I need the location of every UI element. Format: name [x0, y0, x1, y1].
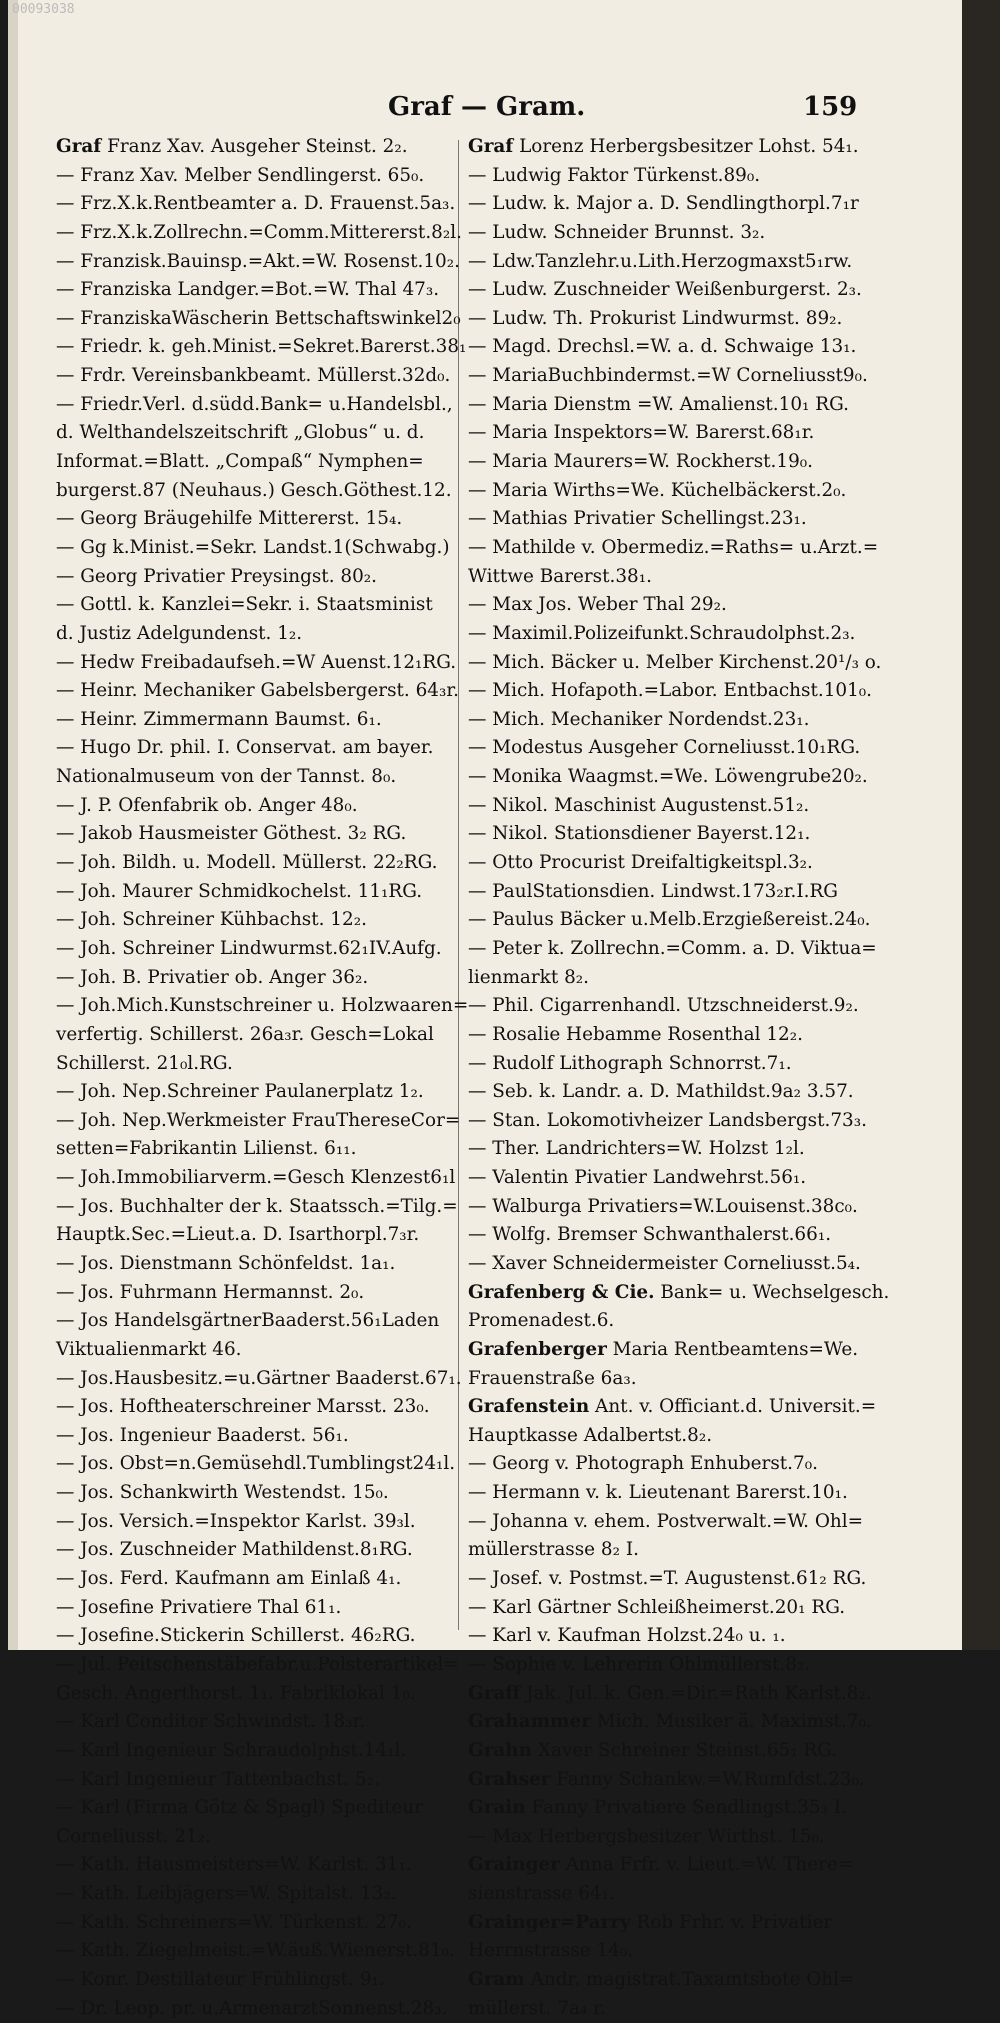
directory-entry	[468, 1450, 928, 1479]
page-edge	[8, 0, 18, 1650]
directory-entry	[468, 305, 928, 334]
directory-entry	[468, 964, 928, 993]
book-spine	[962, 0, 1000, 1650]
directory-entry	[468, 1622, 928, 1651]
directory-entry	[56, 992, 469, 1021]
directory-entry	[468, 1565, 928, 1594]
entry-text: — Kath. Hausmeisters=W. Karlst. 31₁.	[56, 1854, 412, 1876]
directory-entry	[56, 1651, 459, 1680]
entry-text: — Joh. Schreiner Lindwurmst.62₁IV.Aufg.	[56, 937, 442, 959]
entry-text: Wittwe Barerst.38₁.	[468, 565, 652, 587]
directory-entry	[468, 162, 928, 191]
directory-entry	[468, 1766, 928, 1795]
column-divider	[458, 140, 459, 1630]
directory-entry	[468, 1880, 928, 1909]
entry-text: Xaver Schreiner Steinst.65₁ RG.	[532, 1739, 838, 1761]
directory-entry	[468, 1680, 928, 1709]
entry-text: — Mathias Privatier Schellingst.23₁.	[468, 508, 807, 530]
directory-entry	[56, 1995, 451, 2023]
entry-text: — Jos. Ferd. Kaufmann am Einlaß 4₁.	[56, 1568, 402, 1590]
directory-entry	[468, 1708, 928, 1737]
entry-text: — Joh. Schreiner Kühbachst. 12₂.	[56, 909, 367, 931]
surname-heading: Grain	[468, 1797, 526, 1819]
directory-entry	[56, 878, 451, 907]
directory-entry	[468, 1851, 928, 1880]
entry-text: — Jos. Versich.=Inspektor Karlst. 39₃l.	[56, 1510, 416, 1532]
entry-text: — Otto Procurist Dreifaltigkeitspl.3₂.	[468, 852, 813, 874]
entry-text: — Rosalie Hebamme Rosenthal 12₂.	[468, 1023, 803, 1045]
entry-text: — Maria Inspektors=W. Barerst.68₁r.	[468, 422, 815, 444]
directory-entry	[56, 1050, 451, 1079]
directory-entry	[468, 649, 928, 678]
entry-text: — Magd. Drechsl.=W. a. d. Schwaige 13₁.	[468, 336, 857, 358]
entry-text: — Mathilde v. Obermediz.=Raths= u.Arzt.=	[468, 536, 879, 558]
directory-entry	[56, 276, 451, 305]
directory-entry	[468, 1393, 928, 1422]
directory-entry	[468, 1937, 928, 1966]
entry-text: — Frdr. Vereinsbankbeamt. Müllerst.32d₀.	[56, 365, 451, 387]
entry-text: — Seb. k. Landr. a. D. Mathildst.9a₂ 3.57.	[468, 1081, 854, 1103]
entry-text: — Josef. v. Postmst.=T. Augustenst.61₂ RG.	[468, 1568, 867, 1590]
directory-entry	[56, 763, 451, 792]
surname-heading: Grahser	[468, 1768, 551, 1790]
surname-heading: Grahn	[468, 1739, 533, 1761]
directory-entry	[56, 1365, 462, 1394]
directory-entry	[468, 1823, 928, 1852]
directory-entry	[56, 1221, 451, 1250]
entry-text: Anna Frfr. v. Lieut.=W. There=	[559, 1854, 854, 1876]
entry-text: — Wolfg. Bremser Schwanthalerst.66₁.	[468, 1224, 832, 1246]
entry-text: — Franziska Landger.=Bot.=W. Thal 47₃.	[56, 279, 440, 301]
directory-entry	[56, 477, 451, 506]
directory-entry	[56, 849, 451, 878]
entry-text: — Joh. Maurer Schmidkochelst. 11₁RG.	[56, 880, 423, 902]
entry-text: — Karl Gärtner Schleißheimerst.20₁ RG.	[468, 1596, 846, 1618]
entry-text: — Ludwig Faktor Türkenst.89₀.	[468, 164, 761, 186]
entry-text: — Hermann v. k. Lieutenant Barerst.10₁.	[468, 1482, 848, 1504]
directory-entry	[56, 162, 451, 191]
entry-text: — Karl v. Kaufman Holzst.24₀ u. ₁.	[468, 1625, 786, 1647]
entry-text: — Jos. Schankwirth Westendst. 15₀.	[56, 1482, 389, 1504]
entry-text: — Mich. Hofapoth.=Labor. Entbachst.101₀.	[468, 680, 873, 702]
entry-text: Informat.=Blatt. „Compaß“ Nymphen=	[56, 451, 424, 473]
entry-text: — Heinr. Zimmermann Baumst. 6₁.	[56, 708, 382, 730]
entry-text: Schillerst. 21₀l.RG.	[56, 1052, 233, 1074]
directory-entry	[56, 1680, 451, 1709]
directory-entry	[468, 391, 928, 420]
entry-text: — Ludw. Zuschneider Weißenburgerst. 2₃.	[468, 279, 862, 301]
directory-entry	[56, 734, 451, 763]
entry-text: Viktualienmarkt 46.	[56, 1338, 242, 1360]
entry-text: burgerst.87 (Neuhaus.) Gesch.Göthest.12.	[56, 479, 452, 501]
directory-entry	[468, 792, 928, 821]
directory-entry	[56, 534, 451, 563]
entry-text: verfertig. Schillerst. 26a₃r. Gesch=Lokal	[56, 1023, 434, 1045]
directory-entry	[468, 935, 928, 964]
entry-text: Nationalmuseum von der Tannst. 8₀.	[56, 766, 397, 788]
directory-entry	[56, 649, 457, 678]
directory-entry	[468, 1021, 928, 1050]
directory-entry	[56, 391, 451, 420]
directory-entry	[468, 1422, 928, 1451]
directory-entry	[468, 820, 928, 849]
entry-text: — Jos. Zuschneider Mathildenst.8₁RG.	[56, 1539, 413, 1561]
entry-text: — Joh. Nep.Schreiner Paulanerplatz 1₂.	[56, 1081, 424, 1103]
directory-entry	[468, 992, 928, 1021]
directory-entry	[56, 1851, 451, 1880]
entry-text: — Jos HandelsgärtnerBaaderst.56₁Laden	[56, 1310, 440, 1332]
entry-text: — Gottl. k. Kanzlei=Sekr. i. Staatsminist	[56, 594, 433, 616]
directory-entry	[468, 1307, 928, 1336]
directory-entry	[468, 563, 928, 592]
entry-text: Franz Xav. Ausgeher Steinst. 2₂.	[101, 136, 408, 157]
entry-text: — Ludw. Schneider Brunnst. 3₂.	[468, 221, 766, 243]
entry-text: — FranziskaWäscherin Bettschaftswinkel2₀	[56, 307, 461, 329]
entry-text: sienstrasse 64₁.	[468, 1883, 615, 1905]
entry-text: — Joh. Bildh. u. Modell. Müllerst. 22₂RG.	[56, 852, 438, 874]
directory-entry	[56, 1193, 458, 1222]
entry-text: — Nikol. Maschinist Augustenst.51₂.	[468, 794, 810, 816]
directory-entry	[56, 505, 451, 534]
entry-text: — Johanna v. ehem. Postverwalt.=W. Ohl=	[468, 1510, 864, 1532]
directory-entry	[56, 1594, 451, 1623]
entry-text: — Karl Conditor Schwindst. 18₃r.	[56, 1711, 366, 1733]
directory-entry	[468, 677, 928, 706]
entry-text: — Maximil.Polizeifunkt.Schraudolphst.2₃.	[468, 622, 856, 644]
directory-entry	[56, 190, 456, 219]
entry-text: Lorenz Herbergsbesitzer Lohst. 54₁.	[513, 136, 859, 157]
directory-entry	[468, 620, 928, 649]
directory-entry	[468, 1909, 928, 1938]
scan-stamp: 00093038	[12, 2, 75, 17]
directory-entry	[56, 1279, 451, 1308]
entry-text: — Nikol. Stationsdiener Bayerst.12₁.	[468, 823, 811, 845]
directory-entry	[56, 305, 461, 334]
entry-text: — Ludw. k. Major a. D. Sendlingthorpl.7₁r	[468, 193, 859, 215]
directory-entry	[468, 1107, 928, 1136]
entry-text: — Jakob Hausmeister Göthest. 3₂ RG.	[56, 823, 407, 845]
directory-entry	[468, 1594, 928, 1623]
directory-entry	[468, 706, 928, 735]
entry-text: — Ldw.Tanzlehr.u.Lith.Herzogmaxst5₁rw.	[468, 250, 853, 272]
entry-text: — Max Jos. Weber Thal 29₂.	[468, 594, 727, 616]
directory-entry	[468, 276, 928, 305]
directory-entry	[56, 820, 451, 849]
entry-text: — Peter k. Zollrechn.=Comm. a. D. Viktua=	[468, 937, 877, 959]
directory-entry	[468, 333, 928, 362]
entry-text: — MariaBuchbindermst.=W Corneliusst9₀.	[468, 365, 868, 387]
directory-entry	[468, 248, 928, 277]
entry-text: Jak. Jul. k. Gen.=Dir.=Rath Karlst.8₂.	[520, 1682, 872, 1704]
directory-entry	[468, 448, 928, 477]
directory-entry	[468, 1536, 928, 1565]
entry-text: — Maria Maurers=W. Rockherst.19₀.	[468, 451, 814, 473]
right-column	[468, 133, 928, 2023]
directory-entry	[468, 1966, 928, 1995]
directory-entry	[56, 1536, 451, 1565]
entry-text: — Hugo Dr. phil. I. Conservat. am bayer.	[56, 737, 434, 759]
directory-entry	[468, 419, 928, 448]
directory-entry	[56, 448, 451, 477]
entry-text: Hauptk.Sec.=Lieut.a. D. Isarthorpl.7₃r.	[56, 1224, 420, 1246]
directory-entry	[56, 1479, 451, 1508]
directory-entry	[56, 563, 451, 592]
entry-text: — Georg Privatier Preysingst. 80₂.	[56, 565, 378, 587]
entry-text: — Paulus Bäcker u.Melb.Erzgießereist.24₀.	[468, 909, 871, 931]
entry-text: Rob Frhr. v. Privatier	[630, 1911, 833, 1933]
entry-text: — Josefine Privatiere Thal 61₁.	[56, 1596, 342, 1618]
entry-text: — Rudolf Lithograph Schnorrst.7₁.	[468, 1052, 792, 1074]
entry-text: lienmarkt 8₂.	[468, 966, 589, 988]
directory-entry	[468, 219, 928, 248]
surname-heading: Grafenberger	[468, 1338, 607, 1360]
surname-heading: Gram	[468, 1969, 525, 1990]
entry-text: — Joh.Mich.Kunstschreiner u. Holzwaaren=	[56, 995, 469, 1017]
directory-entry	[468, 1193, 928, 1222]
entry-text: Hauptkasse Adalbertst.8₂.	[468, 1424, 713, 1446]
entry-text: — Friedr. k. geh.Minist.=Sekret.Barerst.38₁	[56, 336, 467, 358]
entry-text: — Joh. Nep.Werkmeister FrauThereseCor=	[56, 1109, 461, 1131]
directory-entry	[56, 1135, 451, 1164]
directory-entry	[468, 849, 928, 878]
entry-text: — Joh. B. Privatier ob. Anger 36₂.	[56, 966, 369, 988]
entry-text: Mich. Musiker ä. Maximst.7₀.	[590, 1711, 872, 1733]
entry-text: — Dr. Leop. pr. u.ArmenarztSonnenst.28₃.	[56, 1997, 448, 2019]
entry-text: Ant. v. Officiant.d. Universit.=	[589, 1396, 877, 1418]
directory-entry	[56, 362, 451, 391]
directory-entry	[468, 906, 928, 935]
entry-text: — Jos. Ingenieur Baaderst. 56₁.	[56, 1424, 349, 1446]
directory-entry	[468, 1479, 928, 1508]
entry-text: — Josefine.Stickerin Schillerst. 46₂RG.	[56, 1625, 416, 1647]
directory-entry	[56, 906, 451, 935]
entry-text: — Georg Bräugehilfe Mittererst. 15₄.	[56, 508, 403, 530]
entry-text: Fanny Schankw.=W.Rumfdst.23₀.	[550, 1768, 865, 1790]
directory-entry	[56, 1794, 451, 1823]
directory-entry	[468, 1336, 928, 1365]
surname-heading: Graf	[56, 136, 102, 157]
directory-entry	[56, 1450, 456, 1479]
entry-text: — Heinr. Mechaniker Gabelsbergerst. 64₃r.	[56, 680, 459, 702]
entry-text: — Georg v. Photograph Enhuberst.7₀.	[468, 1453, 818, 1475]
directory-entry	[468, 534, 928, 563]
directory-entry	[56, 964, 451, 993]
entry-text: — Joh.Immobiliarverm.=Gesch Klenzest6₁l	[56, 1167, 456, 1189]
directory-entry	[468, 1651, 928, 1680]
directory-entry	[468, 878, 928, 907]
entry-text: — Gg k.Minist.=Sekr. Landst.1(Schwabg.)	[56, 536, 450, 558]
entry-text: — Jos. Dienstmann Schönfeldst. 1a₁.	[56, 1252, 396, 1274]
directory-page	[8, 0, 963, 2019]
entry-text: — Mich. Mechaniker Nordendst.23₁.	[468, 708, 810, 730]
entry-text: — Jos. Obst=n.Gemüsehdl.Tumblingst24₁l.	[56, 1453, 456, 1475]
directory-entry	[56, 620, 451, 649]
directory-entry	[56, 1937, 455, 1966]
entry-text: müllerstrasse 8₂ I.	[468, 1539, 639, 1561]
entry-text: — Kath. Schreiners=W. Türkenst. 27₀.	[56, 1911, 412, 1933]
entry-text: — Jul. Peitschenstäbefabr.u.Polsterartikel=	[56, 1653, 459, 1675]
entry-text: — Ther. Landrichters=W. Holzst 1₂l.	[468, 1138, 805, 1160]
directory-entry	[468, 362, 928, 391]
directory-entry	[56, 1422, 451, 1451]
directory-entry	[56, 1078, 451, 1107]
entry-text: — Karl (Firma Götz & Spagl) Spediteur	[56, 1797, 424, 1819]
surname-heading: Grahammer	[468, 1711, 591, 1733]
directory-entry	[56, 1107, 461, 1136]
directory-entry	[56, 1880, 451, 1909]
entry-text: — Modestus Ausgeher Corneliusst.10₁RG.	[468, 737, 861, 759]
directory-entry	[468, 763, 928, 792]
surname-heading: Grainger	[468, 1854, 560, 1876]
directory-entry	[56, 1021, 451, 1050]
entry-text: d. Justiz Adelgundenst. 1₂.	[56, 622, 303, 644]
entry-text: — Maria Dienstm =W. Amalienst.10₁ RG.	[468, 393, 849, 415]
entry-text: — Max Herbergsbesitzer Wirthst. 15₀.	[468, 1825, 825, 1847]
entry-text: Frauenstraße 6a₃.	[468, 1367, 637, 1389]
entry-text: — Jos. Buchhalter der k. Staatssch.=Tilg.=	[56, 1195, 458, 1217]
page-title: Graf — Gram.	[388, 92, 586, 122]
directory-entry	[468, 1078, 928, 1107]
entry-text: — Frz.X.k.Zollrechn.=Comm.Mittererst.8₂l.	[56, 221, 462, 243]
directory-entry	[56, 248, 460, 277]
directory-entry	[468, 734, 928, 763]
directory-entry	[56, 706, 451, 735]
entry-text: — PaulStationsdien. Lindwst.173₂r.I.RG	[468, 880, 838, 902]
directory-entry	[56, 1823, 451, 1852]
directory-entry	[468, 1221, 928, 1250]
directory-entry	[56, 1250, 451, 1279]
entry-text: — Hedw Freibadaufseh.=W Auenst.12₁RG.	[56, 651, 457, 673]
left-column	[56, 133, 469, 2023]
page-header	[8, 92, 948, 126]
directory-entry	[468, 1365, 928, 1394]
entry-text: — Jos. Hoftheaterschreiner Marsst. 23₀.	[56, 1396, 430, 1418]
directory-entry	[56, 1766, 451, 1795]
directory-entry	[56, 1966, 451, 1995]
entry-text: — Franz Xav. Melber Sendlingerst. 65₀.	[56, 164, 425, 186]
entry-text: — Frz.X.k.Rentbeamter a. D. Frauenst.5a₃.	[56, 193, 456, 215]
directory-entry	[468, 1135, 928, 1164]
entry-text: — Ludw. Th. Prokurist Lindwurmst. 89₂.	[468, 307, 843, 329]
entry-text: — Karl Ingenieur Tattenbachst. 5₂.	[56, 1768, 380, 1790]
directory-entry	[56, 1307, 451, 1336]
entry-text: Fanny Privatiere Sendlingst.35₃ I.	[525, 1797, 847, 1819]
entry-text: — Franzisk.Bauinsp.=Akt.=W. Rosenst.10₂.	[56, 250, 460, 272]
directory-entry	[56, 1565, 451, 1594]
entry-text: — Kath. Ziegelmeist.=W.äuß.Wienerst.81₀.	[56, 1940, 455, 1962]
directory-entry	[468, 505, 928, 534]
directory-entry	[468, 1050, 928, 1079]
directory-entry	[56, 219, 462, 248]
entry-text: — Stan. Lokomotivheizer Landsbergst.73₃.	[468, 1109, 867, 1131]
directory-entry	[468, 133, 928, 162]
page-number: 159	[803, 92, 858, 122]
entry-text: Gesch. Angerthorst. 1₁. Fabriklokal 1₀.	[56, 1682, 416, 1704]
entry-text: setten=Fabrikantin Lilienst. 6₁₁.	[56, 1138, 357, 1160]
entry-text: — Friedr.Verl. d.südd.Bank= u.Handelsbl.,	[56, 393, 453, 415]
entry-text: — Karl Ingenieur Schraudolphst.14₁l.	[56, 1739, 407, 1761]
directory-entry	[468, 1164, 928, 1193]
directory-entry	[56, 1164, 456, 1193]
entry-text: — Konr. Destillateur Frühlingst. 9₁.	[56, 1969, 385, 1990]
entry-text: Promenadest.6.	[468, 1310, 615, 1332]
directory-entry	[468, 1508, 928, 1537]
entry-text: müllerst. 7a₄ r.	[468, 1997, 606, 2019]
directory-entry	[468, 1737, 928, 1766]
directory-entry	[56, 1393, 451, 1422]
entry-text: — Monika Waagmst.=We. Löwengrube20₂.	[468, 766, 868, 788]
directory-entry	[468, 1794, 928, 1823]
entry-text: — Sophie v. Lehrerin Ohlmüllerst.8₂.	[468, 1653, 811, 1675]
entry-text: Corneliusst. 21₂.	[56, 1825, 211, 1847]
entry-text: Andr. magistrat.Taxamtsbote Ohl=	[524, 1969, 855, 1990]
surname-heading: Grafenberg & Cie.	[468, 1281, 655, 1303]
directory-entry	[56, 677, 459, 706]
directory-entry	[56, 1336, 451, 1365]
entry-text: Bank= u. Wechselgesch.	[654, 1281, 890, 1303]
entry-text: — Jos.Hausbesitz.=u.Gärtner Baaderst.67₁.	[56, 1367, 462, 1389]
entry-text: — Xaver Schneidermeister Corneliusst.5₄.	[468, 1252, 861, 1274]
directory-entry	[468, 591, 928, 620]
entry-text: Herrnstrasse 14₀.	[468, 1940, 634, 1962]
surname-heading: Grafenstein	[468, 1396, 590, 1418]
entry-text: — Kath. Leibjägers=W. Spitalst. 13₂.	[56, 1883, 397, 1905]
directory-entry	[56, 792, 451, 821]
entry-text: — Jos. Fuhrmann Hermannst. 2₀.	[56, 1281, 365, 1303]
surname-heading: Graf	[468, 136, 514, 157]
directory-entry	[56, 133, 451, 162]
entry-text: — Valentin Pivatier Landwehrst.56₁.	[468, 1167, 807, 1189]
entry-text: — Phil. Cigarrenhandl. Utzschneiderst.9₂.	[468, 995, 859, 1017]
directory-entry	[56, 1737, 451, 1766]
directory-entry	[56, 1909, 451, 1938]
directory-entry	[56, 591, 451, 620]
directory-entry	[56, 935, 451, 964]
directory-entry	[56, 419, 451, 448]
directory-entry	[56, 1708, 451, 1737]
directory-entry	[468, 190, 928, 219]
directory-entry	[56, 1622, 451, 1651]
directory-entry	[56, 1508, 451, 1537]
directory-entry	[468, 1995, 928, 2023]
surname-heading: Graff	[468, 1682, 521, 1704]
surname-heading: Grainger=Parry	[468, 1911, 631, 1933]
directory-entry	[468, 1279, 928, 1308]
directory-entry	[468, 477, 928, 506]
directory-entry	[468, 1250, 928, 1279]
entry-text: — Maria Wirths=We. Küchelbäckerst.2₀.	[468, 479, 847, 501]
directory-entry	[56, 333, 467, 362]
entry-text: — Mich. Bäcker u. Melber Kirchenst.20¹/₃ o.	[468, 651, 882, 673]
entry-text: d. Welthandelszeitschrift „Globus“ u. d.	[56, 422, 425, 444]
entry-text: — J. P. Ofenfabrik ob. Anger 48₀.	[56, 794, 358, 816]
entry-text: Maria Rentbeamtens=We.	[606, 1338, 859, 1360]
entry-text: — Walburga Privatiers=W.Louisenst.38c₀.	[468, 1195, 858, 1217]
